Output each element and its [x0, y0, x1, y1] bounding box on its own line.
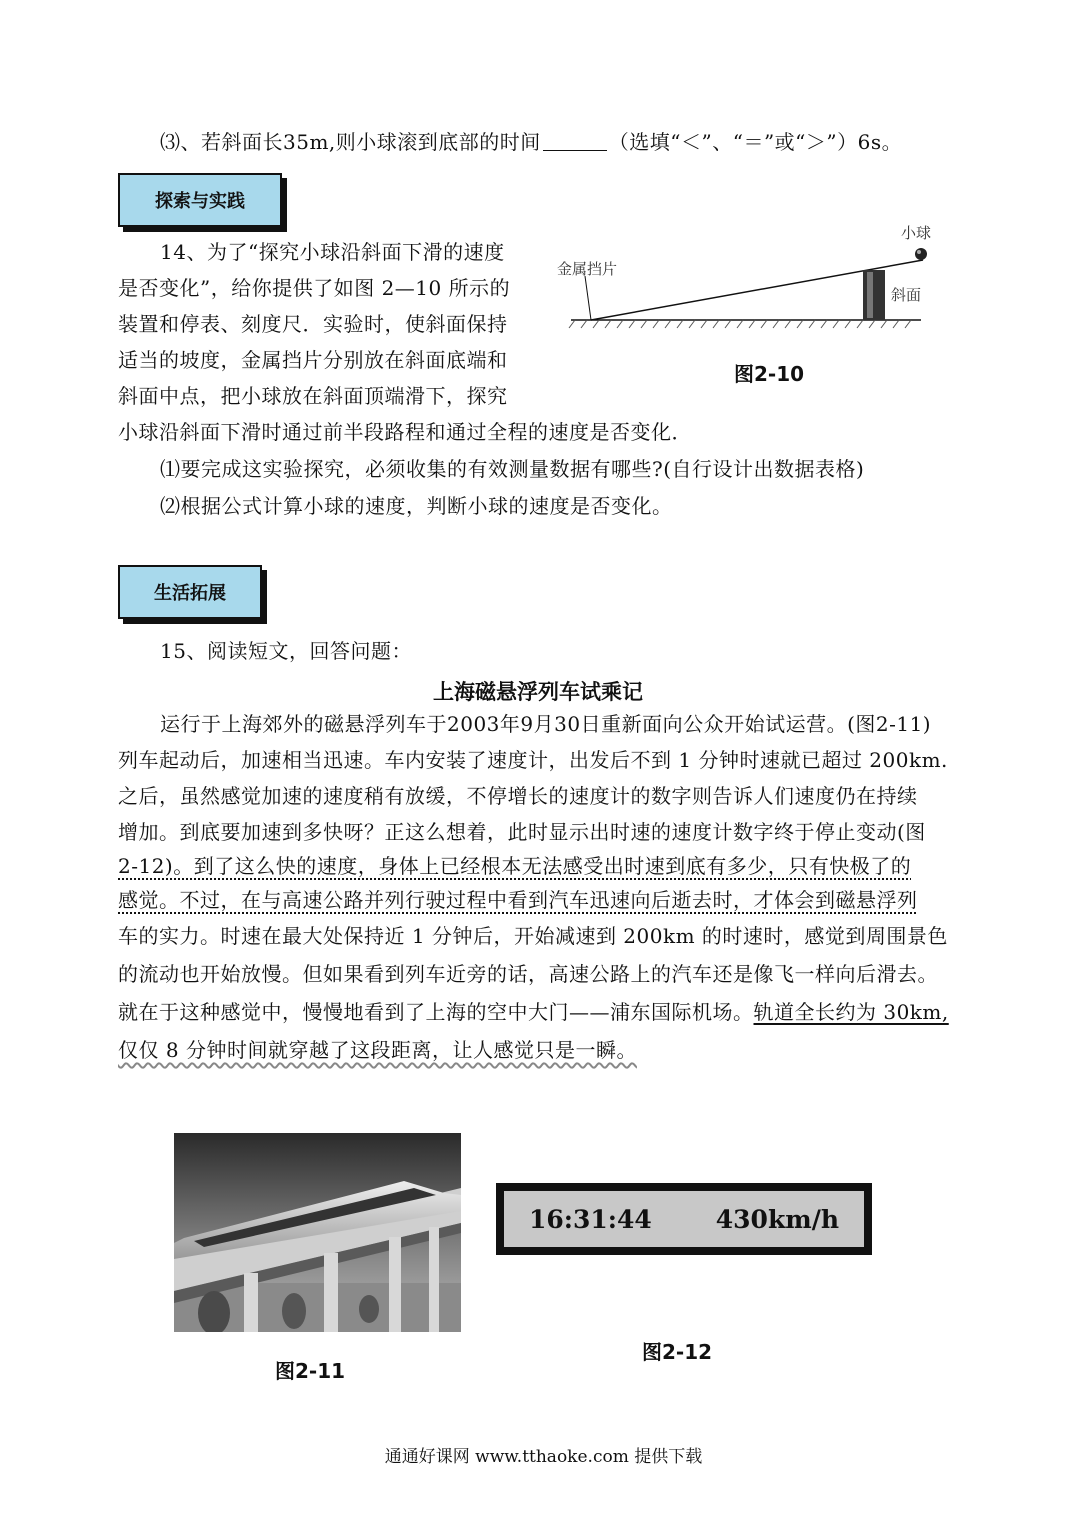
page-footer: 通通好课网 www.tthaoke.com 提供下载	[384, 1447, 703, 1467]
label-ball: 小球	[901, 224, 932, 242]
q13-sub3	[160, 128, 902, 156]
figure-2-10-incline-diagram	[555, 220, 935, 330]
dotted-underline-text: 2-12)。到了这么快的速度，身体上已经根本无法感受出时速到底有多少，只有快极了的	[118, 854, 912, 878]
q14-line-1: 14、为了“探究小球沿斜面下滑的速度	[160, 240, 505, 264]
plate-pointer-line	[585, 276, 591, 320]
q14-sub2: ⑵根据公式计算小球的速度，判断小球的速度是否变化。	[160, 494, 673, 518]
figure-2-10-caption: 图2-10	[734, 362, 805, 386]
article-p9: 就在于这种感觉中，慢慢地看到了上海的空中大门——浦东国际机场。轨道全长约为 30km,	[118, 1000, 949, 1024]
article-p1: 运行于上海郊外的磁悬浮列车于2003年9月30日重新面向公众开始试运营。(图2-11)	[160, 712, 932, 736]
article-p10	[118, 1036, 637, 1064]
dotted-underline-text: 感觉。不过，在与高速公路并列行驶过程中看到汽车迅速向后逝去时，才体会到磁悬浮列	[118, 888, 918, 912]
article-p4: 增加。到底要加速到多快呀？正这么想着，此时显示出时速的速度计数字终于停止变动(图	[118, 820, 926, 844]
support-block	[863, 270, 885, 320]
q15-intro: 15、阅读短文，回答问题：	[160, 639, 412, 663]
article-p5	[118, 852, 911, 880]
ball	[915, 248, 927, 260]
q14-line-6: 小球沿斜面下滑时通过前半段路程和通过全程的速度是否变化．	[118, 420, 692, 444]
section-label-life	[118, 565, 262, 619]
figure-2-11-caption: 图2-11	[275, 1359, 346, 1383]
display-speed: 430km/h	[715, 1204, 840, 1234]
q14-line-4: 适当的坡度，金属挡片分别放在斜面底端和	[118, 348, 508, 372]
article-p2: 列车起动后，加速相当迅速。车内安装了速度计，出发后不到 1 分钟时速就已超过 200km.	[118, 748, 948, 772]
article-p7: 车的实力。时速在最大处保持近 1 分钟后，开始减速到 200km 的时速时，感觉到周围景色	[118, 924, 948, 948]
figure-2-12-speed-display	[496, 1183, 872, 1255]
article-p6	[118, 886, 918, 914]
article-p3: 之后，虽然感觉加速的速度稍有放缓，不停增长的速度计的数字则告诉人们速度仍在持续	[118, 784, 918, 808]
label-metal-plate: 金属挡片	[557, 260, 618, 278]
ground-hatching	[569, 320, 911, 328]
article-title: 上海磁悬浮列车试乘记	[433, 680, 643, 704]
label-slope: 斜面	[891, 286, 922, 304]
section-label-text: 探索与实践	[155, 191, 245, 212]
section-label-explore	[118, 173, 282, 227]
q13-text-b: （选填“＜”、“＝”或“＞”）6s。	[608, 130, 903, 154]
q14-line-5: 斜面中点，把小球放在斜面顶端滑下，探究	[118, 384, 508, 408]
q13-text-a: ⑶、若斜面长35m,则小球滚到底部的时间	[160, 130, 541, 154]
article-p8: 的流动也开始放慢。但如果看到列车近旁的话，高速公路上的汽车还是像飞一样向后滑去。	[118, 962, 938, 986]
section-label-text: 生活拓展	[154, 583, 226, 604]
q14-line-2: 是否变化”，给你提供了如图 2—10 所示的	[118, 276, 511, 300]
wavy-underline-text: 仅仅 8 分钟时间就穿越了这段距离，让人感觉只是一瞬。	[118, 1038, 637, 1062]
figure-2-11-maglev-photo	[174, 1133, 461, 1332]
q14-sub1: ⑴要完成这实验探究，必须收集的有效测量数据有哪些?(自行设计出数据表格)	[160, 457, 865, 481]
figure-2-12-caption: 图2-12	[642, 1340, 713, 1364]
underlined-text: 轨道全长约为 30km,	[753, 1000, 949, 1024]
answer-blank[interactable]	[543, 132, 607, 151]
q14-line-3: 装置和停表、刻度尺．实验时，使斜面保持	[118, 312, 508, 336]
display-time: 16:31:44	[528, 1204, 652, 1234]
display-screen	[504, 1191, 864, 1247]
